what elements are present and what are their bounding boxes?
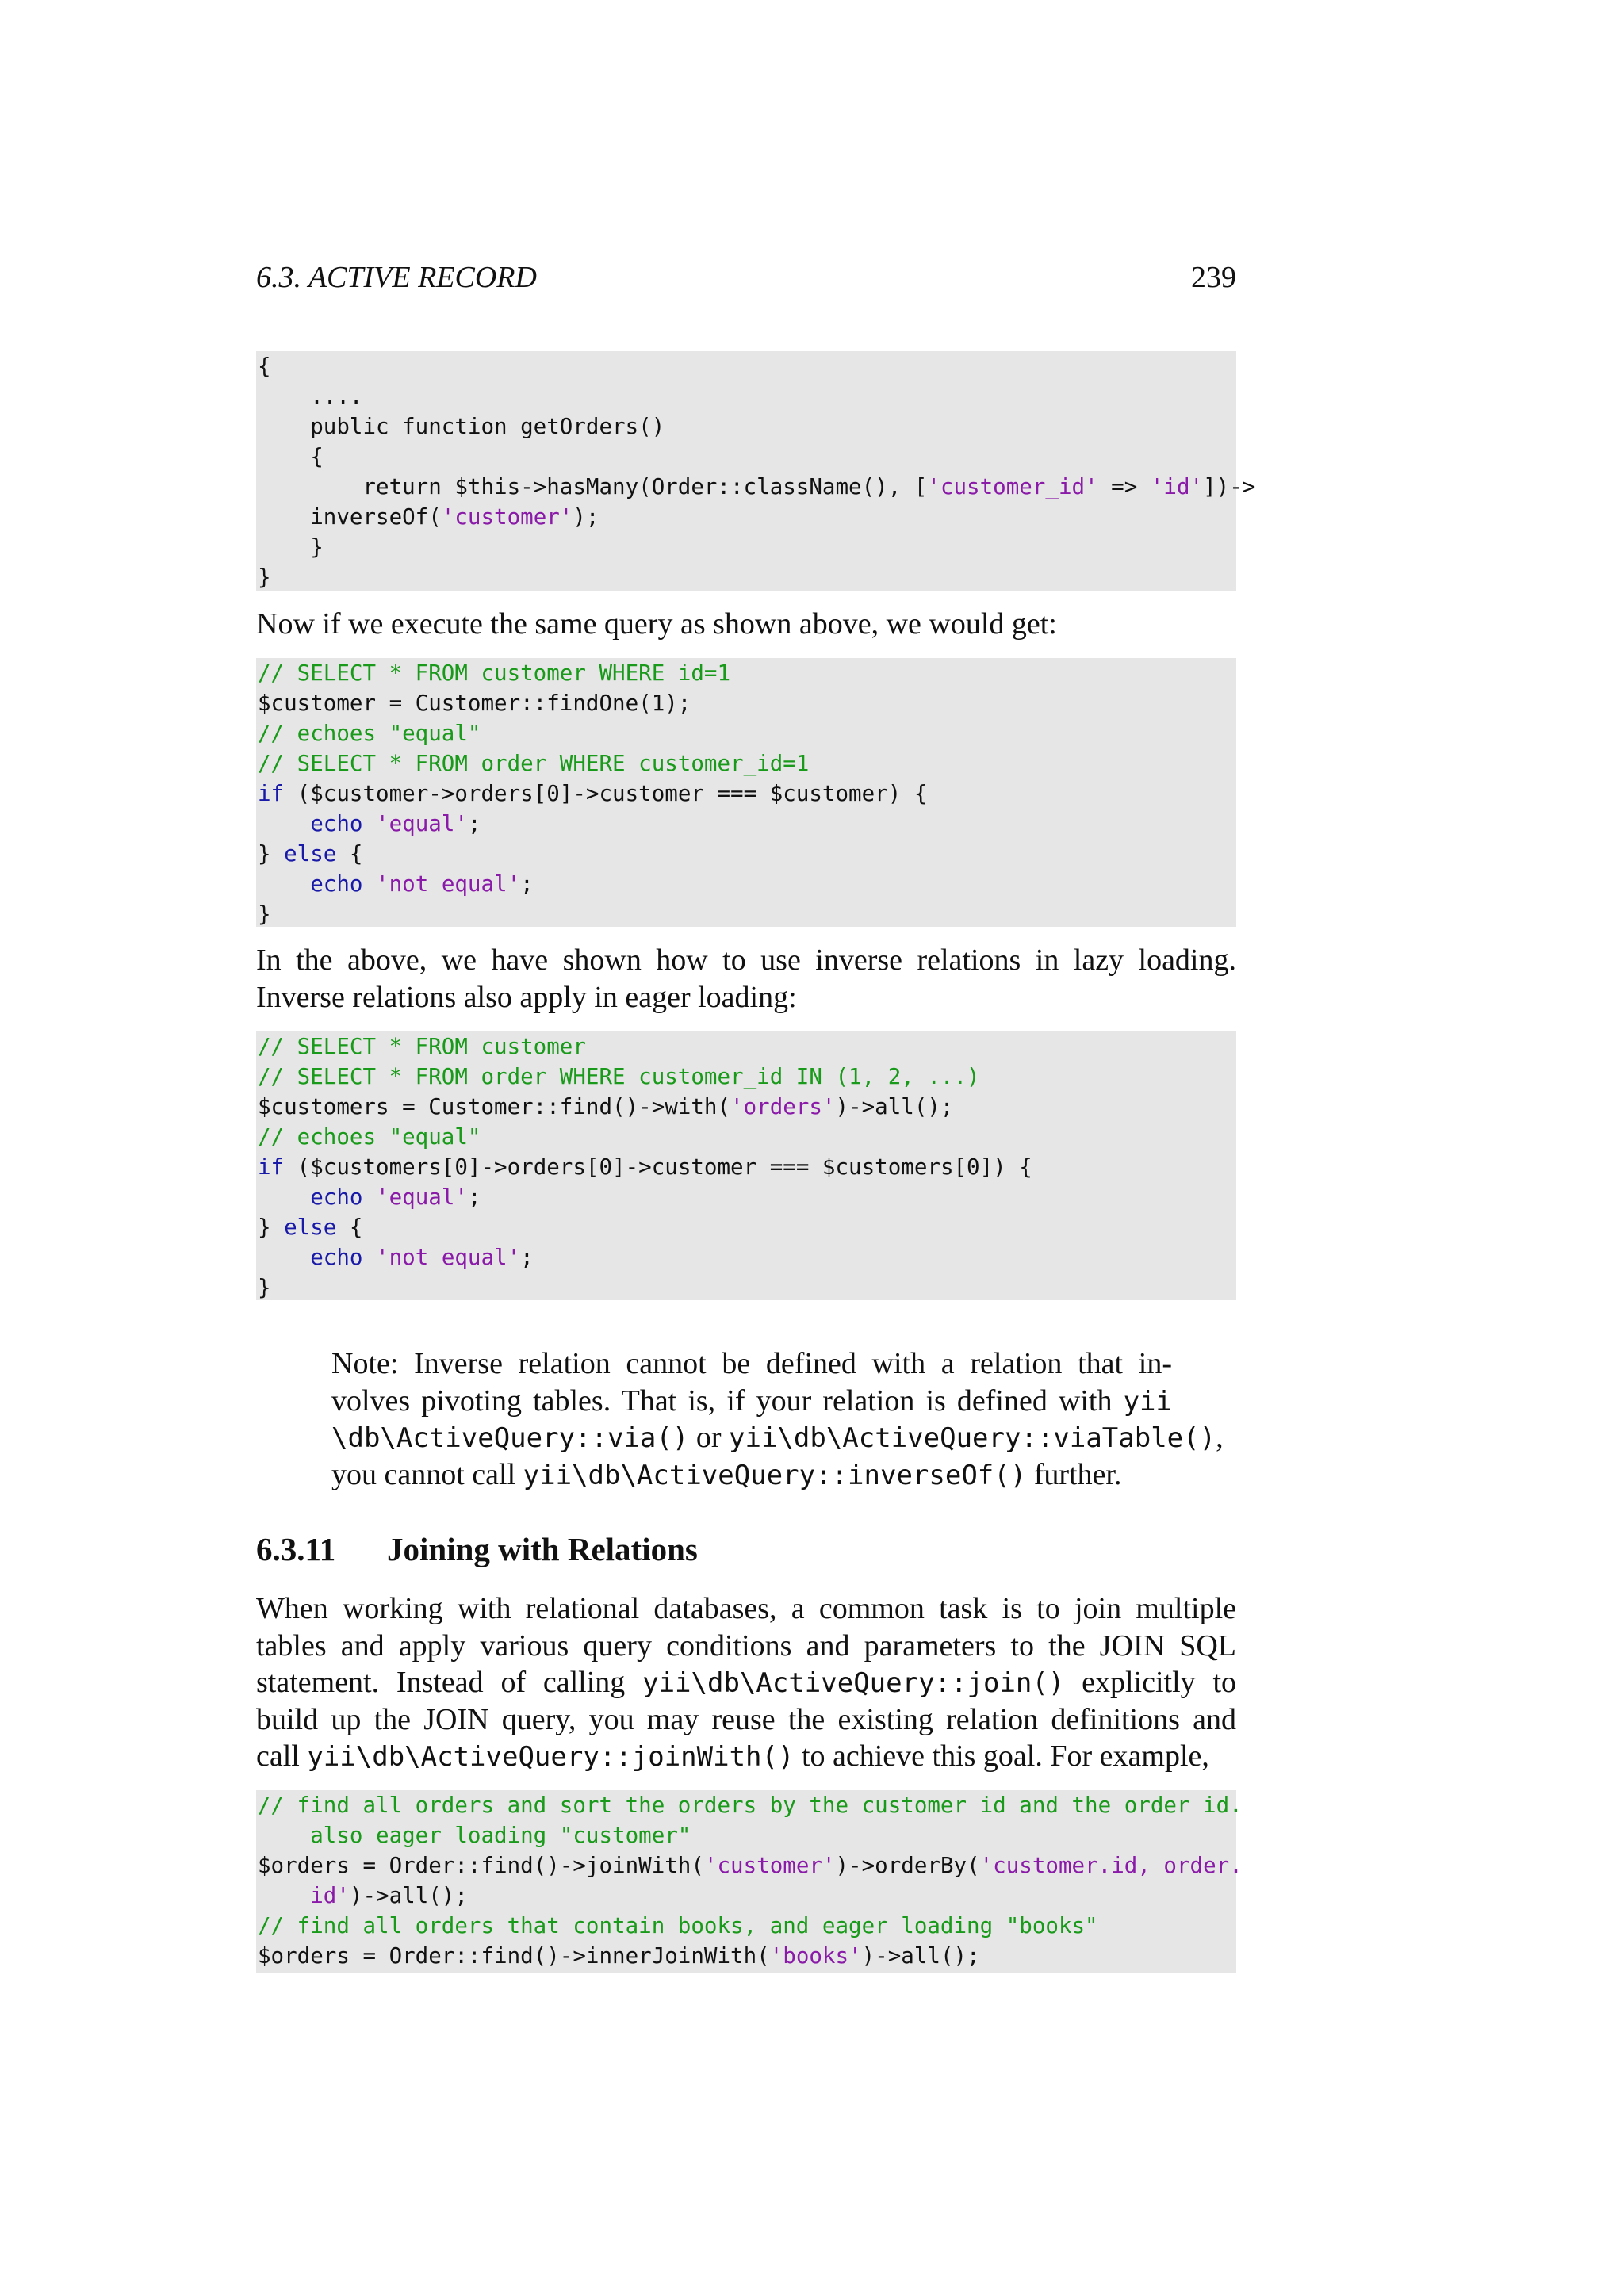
code-token: )->all(); — [861, 1943, 980, 1969]
code-token: => — [1097, 474, 1151, 499]
code-block-get-orders — [256, 351, 1256, 591]
text-line — [331, 1345, 1172, 1383]
section-heading-number: 6.3.11 — [256, 1531, 336, 1567]
code-token: 'books' — [769, 1943, 862, 1969]
text-span: Now if we execute the same query as shown above, we would get: — [256, 607, 1057, 641]
text-span: , — [1216, 1421, 1224, 1454]
text-line — [331, 1383, 1172, 1420]
code-token: { — [258, 444, 324, 469]
code-line — [258, 1941, 1236, 1971]
text-span: build up the JOIN query, you may reuse the existing relation definitions and — [256, 1702, 1236, 1736]
text-span: explicitly to — [1064, 1666, 1236, 1699]
text-span: you cannot call — [331, 1457, 523, 1491]
code-token: 'customer' — [441, 504, 573, 530]
code-token: { — [336, 841, 363, 867]
code-token: } — [258, 841, 285, 867]
text-span: further. — [1026, 1457, 1122, 1491]
code-token — [362, 1184, 376, 1210]
code-line — [258, 1212, 1236, 1242]
code-line — [258, 442, 1236, 472]
code-line — [258, 1790, 1243, 1820]
code-line — [258, 748, 1236, 779]
code-token: echo — [310, 811, 363, 836]
running-header — [256, 260, 1236, 300]
code-token: else — [284, 1215, 337, 1240]
code-token: // SELECT * FROM order WHERE customer_id=1 — [258, 751, 810, 776]
code-line — [258, 472, 1256, 502]
text-span: Inverse relations also apply in eager loading: — [256, 980, 797, 1014]
code-line — [258, 1242, 1236, 1272]
code-line — [258, 718, 1236, 748]
code-line — [258, 779, 1236, 809]
page-number: 239 — [1191, 261, 1236, 294]
code-line — [258, 899, 1236, 929]
code-token: 'orders' — [730, 1094, 836, 1119]
code-line — [258, 1092, 1236, 1122]
code-token: $orders = Order::find()->joinWith( — [258, 1853, 704, 1878]
inline-code: \db\ActiveQuery::via() — [331, 1422, 689, 1454]
code-token — [258, 1245, 310, 1270]
code-token: ; — [467, 1184, 481, 1210]
inline-code: yii\db\ActiveQuery::inverseOf() — [523, 1459, 1027, 1491]
code-token: )->all(); — [349, 1883, 468, 1908]
code-token — [258, 1184, 310, 1210]
code-token: // find all orders that contain books, and eager loading "books" — [258, 1913, 1098, 1938]
code-token: $customers = Customer::find()->with( — [258, 1094, 731, 1119]
text-span: tables and apply various query conditions and parameters to the JOIN SQL — [256, 1628, 1236, 1663]
text-line — [256, 942, 1236, 979]
text-line — [256, 1701, 1236, 1739]
paragraph-intro — [256, 606, 1236, 643]
text-span: In the above, we have shown how to use inverse relations in lazy loading. — [256, 943, 1236, 977]
code-token: // SELECT * FROM customer — [258, 1034, 586, 1059]
code-line — [258, 381, 1236, 411]
code-token: ; — [467, 811, 481, 836]
code-token: $customer = Customer::findOne(1); — [258, 691, 691, 716]
text-line — [331, 1456, 1172, 1494]
code-token: } — [258, 534, 324, 560]
code-token: } — [258, 901, 271, 927]
code-token — [258, 811, 310, 836]
code-line — [258, 1031, 1236, 1062]
code-line — [258, 809, 1236, 839]
code-line — [258, 502, 1236, 532]
code-token: // echoes "equal" — [258, 1124, 481, 1150]
text-span: When working with relational databases, a common task is to join multiple — [256, 1592, 1236, 1625]
text-line — [256, 606, 1236, 643]
code-token: .... — [258, 384, 363, 409]
code-token — [362, 811, 376, 836]
code-token: id' — [310, 1883, 350, 1908]
code-token: inverseOf( — [258, 504, 442, 530]
code-line — [258, 532, 1236, 562]
section-heading-title: Joining with Relations — [387, 1531, 698, 1567]
code-token: )->all(); — [835, 1094, 954, 1119]
code-token: // find all orders and sort the orders by the customer id and the order id. — [258, 1793, 1243, 1818]
note-block — [331, 1345, 1224, 1493]
code-token — [258, 1883, 310, 1908]
code-line — [258, 839, 1236, 869]
code-token: 'customer' — [703, 1853, 836, 1878]
code-token — [258, 871, 310, 897]
text-span: call — [256, 1739, 308, 1773]
code-token: public function getOrders() — [258, 414, 665, 439]
text-span: Note: Inverse relation cannot be defined with a relation that in- — [331, 1347, 1172, 1380]
code-line — [258, 1850, 1243, 1881]
code-token: $orders = Order::find()->innerJoinWith( — [258, 1943, 770, 1969]
code-token: 'customer.id, order. — [979, 1853, 1243, 1878]
code-token: return $this->hasMany(Order::className(), [ — [258, 474, 928, 499]
code-token: echo — [310, 871, 363, 897]
code-token: ); — [573, 504, 599, 530]
inline-code: yii\db\ActiveQuery::join() — [642, 1667, 1065, 1699]
text-span: to achieve this goal. For example, — [794, 1739, 1209, 1773]
section-heading — [256, 1530, 698, 1568]
text-line — [256, 1590, 1236, 1628]
text-span: volves pivoting tables. That is, if your relation is defined with — [331, 1383, 1124, 1418]
code-line — [258, 1062, 1236, 1092]
code-token: echo — [310, 1245, 363, 1270]
code-line — [258, 1881, 1236, 1911]
text-line — [256, 1738, 1236, 1775]
code-line — [258, 1182, 1236, 1212]
code-line — [258, 1152, 1236, 1182]
code-token: 'customer_id' — [927, 474, 1098, 499]
code-token: 'not equal' — [376, 871, 521, 897]
code-block-lazy-loading — [256, 658, 1236, 927]
code-token — [362, 871, 376, 897]
inline-code: yii\db\ActiveQuery::joinWith() — [307, 1741, 795, 1773]
code-line — [258, 869, 1236, 899]
code-token: echo — [310, 1184, 363, 1210]
code-line — [258, 1911, 1236, 1941]
text-line — [331, 1419, 1224, 1456]
code-token: ; — [520, 871, 534, 897]
code-token: ])-> — [1203, 474, 1256, 499]
text-line — [256, 1664, 1236, 1701]
code-token: // SELECT * FROM customer WHERE id=1 — [258, 660, 731, 686]
text-span: or — [688, 1421, 729, 1454]
code-token: ($customer->orders[0]->customer === $customer) { — [284, 781, 928, 806]
code-token: also eager loading "customer" — [258, 1823, 691, 1848]
code-token: 'equal' — [376, 1184, 468, 1210]
code-line — [258, 688, 1236, 718]
text-line — [256, 1628, 1236, 1665]
code-token: if — [258, 1154, 285, 1180]
code-token: if — [258, 781, 285, 806]
code-line — [258, 1122, 1236, 1152]
code-line — [258, 658, 1236, 688]
code-token: } — [258, 564, 271, 590]
code-token: // echoes "equal" — [258, 721, 481, 746]
code-token: )->orderBy( — [835, 1853, 980, 1878]
section-title: 6.3. ACTIVE RECORD — [256, 261, 537, 294]
code-token: 'not equal' — [376, 1245, 521, 1270]
paragraph-inverse-relations — [256, 942, 1236, 1016]
code-token — [362, 1245, 376, 1270]
inline-code: yii — [1123, 1385, 1172, 1418]
code-token: } — [258, 1215, 285, 1240]
text-line — [256, 979, 1236, 1016]
code-line — [258, 1820, 1236, 1850]
code-token: ($customers[0]->orders[0]->customer === $customers[0]) { — [284, 1154, 1032, 1180]
text-span: statement. Instead of calling — [256, 1666, 643, 1699]
code-token: 'id' — [1150, 474, 1204, 499]
code-token: 'equal' — [376, 811, 468, 836]
code-line — [258, 1272, 1236, 1303]
code-block-eager-loading — [256, 1031, 1236, 1300]
code-block-join-with — [256, 1790, 1243, 1973]
code-line — [258, 351, 1236, 381]
code-token: else — [284, 841, 337, 867]
code-token: } — [258, 1275, 271, 1300]
code-token: ; — [520, 1245, 534, 1270]
code-token: // SELECT * FROM order WHERE customer_id IN (1, 2, ...) — [258, 1064, 980, 1089]
code-line — [258, 562, 1236, 592]
code-line — [258, 411, 1236, 442]
code-token: { — [336, 1215, 363, 1240]
inline-code: yii\db\ActiveQuery::viaTable() — [729, 1422, 1216, 1454]
paragraph-joining — [256, 1590, 1236, 1775]
code-token: { — [258, 354, 271, 379]
